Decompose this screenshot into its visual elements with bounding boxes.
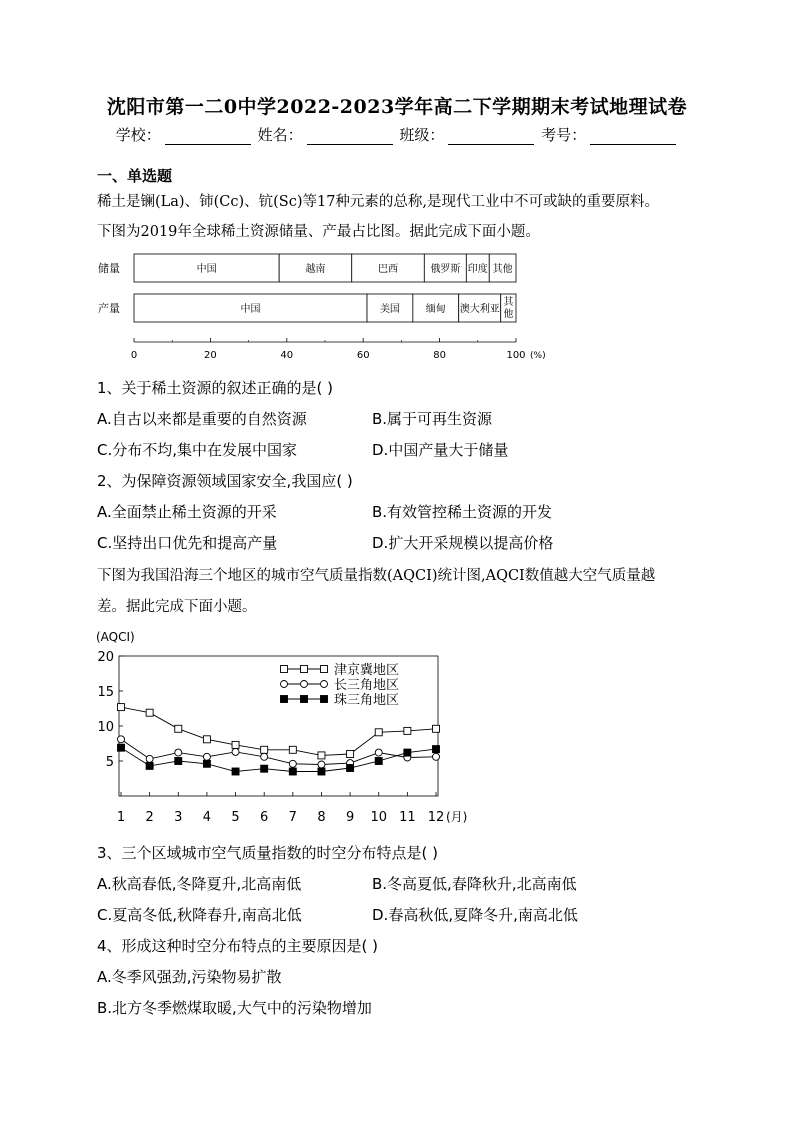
q3-option-b[interactable]: B.冬高夏低,春降秋升,北高南低 (372, 875, 577, 893)
y-tick-label: 15 (97, 685, 114, 700)
data-point (433, 753, 440, 760)
x-tick-label: 10 (370, 810, 388, 825)
section-title: 一、单选题 (97, 167, 173, 185)
bar-segment-label: 其他 (492, 264, 513, 275)
data-point (175, 758, 182, 765)
x-tick-label: 100 (506, 350, 526, 361)
bar-segment-label: 中国 (240, 304, 261, 315)
x-axis-label: (月) (446, 810, 468, 824)
aqci-line-chart (92, 626, 472, 830)
x-tick-label: 2 (145, 810, 154, 825)
q3-option-c[interactable]: C.夏高冬低,秋降春升,南高北低 (97, 906, 302, 924)
data-point (232, 748, 239, 755)
data-point (318, 752, 325, 759)
data-point (318, 768, 325, 775)
q1-option-d[interactable]: D.中国产量大于储量 (372, 441, 509, 459)
bar-row-label: 储量 (98, 262, 120, 275)
x-tick-label: 20 (204, 350, 217, 361)
exam-title: 沈阳市第一二0中学2022-2023学年高二下学期期末考试地理试卷 (106, 96, 688, 118)
data-point (146, 762, 153, 769)
q1-option-b[interactable]: B.属于可再生资源 (372, 410, 493, 428)
x-tick-label: 1 (116, 810, 126, 825)
passage1-line1: 稀土是镧(La)、铈(Cc)、钪(Sc)等17种元素的总称,是现代工业中不可或缺的重要原料。 (97, 194, 660, 210)
x-tick-label: 7 (288, 810, 297, 825)
name-blank (307, 128, 393, 145)
legend-marker (281, 681, 288, 688)
school-label: 学校： (115, 126, 161, 144)
bar-segment-label: 中国 (196, 264, 217, 275)
x-unit-label: (%) (530, 351, 546, 361)
exam-no-label: 考号： (541, 126, 587, 144)
data-point (203, 753, 210, 760)
q3-option-d[interactable]: D.春高秋低,夏降冬升,南高北低 (372, 906, 578, 924)
data-point (175, 725, 182, 732)
bar-segment-label: 巴西 (378, 264, 399, 275)
legend-marker (281, 666, 288, 673)
q2-option-b[interactable]: B.有效管控稀土资源的开发 (372, 503, 553, 521)
bar-segment-label: 印度 (467, 264, 488, 275)
x-tick-label: 60 (356, 350, 370, 361)
series-line-1 (121, 707, 436, 755)
rare-earth-share-chart (90, 248, 560, 368)
data-point (347, 765, 354, 772)
class-label: 班级： (399, 126, 445, 144)
q4-option-b[interactable]: B.北方冬季燃煤取暖,大气中的污染物增加 (97, 999, 372, 1017)
legend-label: 珠三角地区 (334, 693, 400, 708)
data-point (203, 760, 210, 767)
q2-option-a[interactable]: A.全面禁止稀土资源的开采 (97, 503, 277, 521)
x-tick-label: 12 (427, 810, 445, 825)
legend-marker (321, 696, 328, 703)
data-point (261, 746, 268, 753)
class-blank (448, 128, 534, 145)
data-point (118, 704, 125, 711)
q2-stem: 2、为保障资源领域国家安全,我国应( ) (97, 472, 353, 490)
data-point (203, 736, 210, 743)
data-point (347, 751, 354, 758)
passage2-line2: 差。据此完成下面小题。 (97, 599, 257, 615)
legend-marker (301, 681, 308, 688)
data-point (232, 768, 239, 775)
bar-row-label: 产量 (98, 302, 120, 315)
exam-no-blank (590, 128, 676, 145)
data-point (261, 753, 268, 760)
q3-stem: 3、三个区域城市空气质量指数的时空分布特点是( ) (97, 844, 439, 862)
legend-marker (281, 696, 288, 703)
data-point (375, 729, 382, 736)
series-line-3 (121, 748, 436, 772)
x-tick-label: 9 (345, 810, 355, 825)
school-blank (165, 128, 251, 145)
legend-label: 长三角地区 (334, 678, 400, 693)
q1-stem: 1、关于稀土资源的叙述正确的是( ) (97, 379, 334, 397)
data-point (118, 736, 125, 743)
legend-marker (301, 666, 308, 673)
legend-label: 津京冀地区 (334, 663, 400, 678)
data-point (318, 761, 325, 768)
data-point (433, 725, 440, 732)
passage2-line1: 下图为我国沿海三个地区的城市空气质量指数(AQCI)统计图,AQCI数值越大空气质量越 (97, 568, 656, 584)
bar-segment-label: 澳大利亚 (459, 304, 500, 315)
x-tick-label: 8 (317, 810, 326, 825)
data-point (375, 749, 382, 756)
y-tick-label: 10 (97, 720, 114, 735)
data-point (404, 749, 411, 756)
data-point (289, 760, 296, 767)
y-tick-label: 5 (105, 755, 114, 770)
data-point (261, 765, 268, 772)
data-point (175, 749, 182, 756)
data-point (146, 755, 153, 762)
legend-marker (301, 696, 308, 703)
data-point (289, 768, 296, 775)
bar-segment-label: 缅甸 (425, 304, 446, 315)
legend-marker (321, 666, 328, 673)
series-line-2 (121, 739, 436, 764)
bar-segment-label: 俄罗斯 (430, 264, 461, 275)
q4-stem: 4、形成这种时空分布特点的主要原因是( ) (97, 937, 379, 955)
bar-segment-label: 美国 (379, 304, 400, 315)
data-point (404, 727, 411, 734)
q1-option-c[interactable]: C.分布不均,集中在发展中国家 (97, 441, 298, 459)
legend-marker (321, 681, 328, 688)
data-point (146, 709, 153, 716)
x-tick-label: 6 (260, 810, 269, 825)
data-point (433, 746, 440, 753)
data-point (289, 746, 296, 753)
q1-option-a[interactable]: A.自古以来都是重要的自然资源 (97, 410, 307, 428)
x-tick-label: 40 (280, 350, 294, 361)
q4-option-a[interactable]: A.冬季风强劲,污染物易扩散 (97, 968, 282, 986)
x-tick-label: 0 (130, 350, 138, 361)
q2-option-c[interactable]: C.坚持出口优先和提高产量 (97, 534, 278, 552)
data-point (375, 758, 382, 765)
passage1-line2: 下图为2019年全球稀土资源储量、产最占比图。据此完成下面小题。 (97, 224, 540, 240)
bar-segment-label: 越南 (305, 264, 326, 275)
q3-option-a[interactable]: A.秋高春低,冬降夏升,北高南低 (97, 875, 302, 893)
x-tick-label: 5 (231, 810, 240, 825)
data-point (118, 744, 125, 751)
q2-option-d[interactable]: D.扩大开采规模以提高价格 (372, 534, 554, 552)
x-tick-label: 3 (174, 810, 183, 825)
x-tick-label: 11 (399, 810, 416, 825)
x-tick-label: 4 (202, 810, 212, 825)
y-tick-label: 20 (97, 650, 114, 665)
bar-segment-label: 其 (503, 297, 514, 308)
data-point (232, 741, 239, 748)
bar-segment-label: 他 (503, 309, 514, 320)
x-tick-label: 80 (433, 350, 446, 361)
y-axis-label: (AQCI) (96, 630, 135, 644)
name-label: 姓名： (257, 126, 303, 144)
student-info-row (0, 124, 794, 145)
